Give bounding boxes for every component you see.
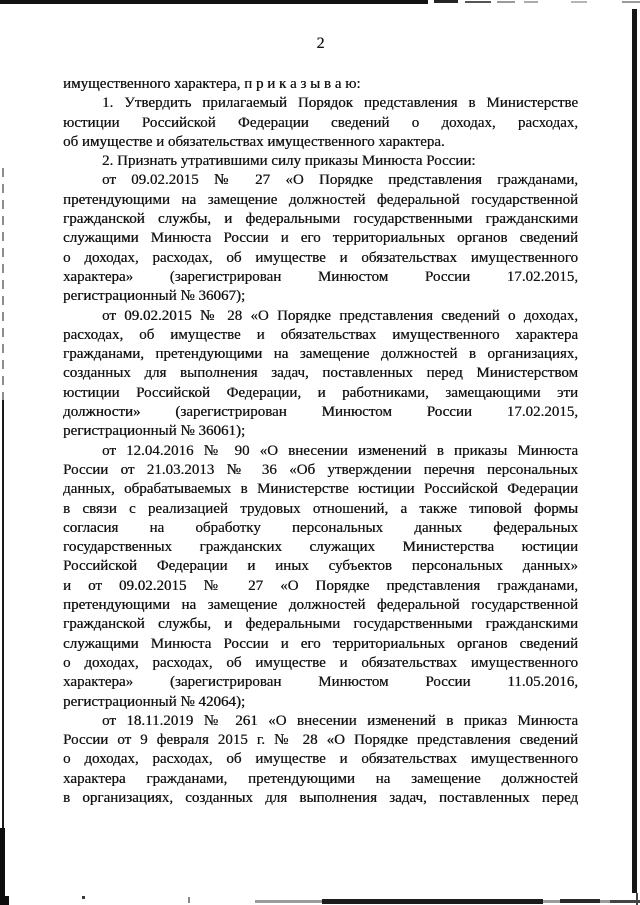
text-line: об имуществе и обязательствах имущественного характера.	[63, 133, 445, 150]
text-line: о доходах, расходах, об имуществе и обязательствах имущественного	[63, 751, 578, 768]
scan-edge-top-dash	[497, 1, 515, 3]
text-line: от 09.02.2015 № 28 «О Порядке представления сведений о доходах,	[102, 307, 578, 324]
paragraph	[63, 75, 578, 94]
text-line: юстиции Российской Федерации, и работниками, замещающими эти	[63, 384, 578, 401]
text-line: созданных для выполнения задач, поставленных перед Министерством	[63, 365, 578, 382]
paragraph	[63, 171, 578, 306]
text-line: служащими Минюста России и его территориальных органов сведений	[63, 230, 578, 247]
text-line: расходах, об имуществе и обязательствах имущественного характера	[63, 326, 578, 343]
text-line: Российской Федерации и иных субъектов персональных данных»	[63, 558, 578, 575]
paragraph	[63, 152, 578, 171]
text-line: характера гражданами, претендующими на замещение должностей	[63, 770, 578, 787]
text-line: служащими Минюста России и его территориальных органов сведений	[63, 635, 578, 652]
scan-edge-top-dash	[622, 1, 640, 3]
text-line: и от 09.02.2015 № 27 «О Порядке представления гражданами,	[63, 577, 578, 594]
document-body	[63, 75, 578, 808]
scan-edge-top	[0, 0, 428, 4]
scan-edge-top-dash	[524, 1, 538, 3]
text-line: государственных гражданских служащих Министерства юстиции	[63, 539, 578, 556]
scan-edge-bottom-left-stub	[0, 896, 9, 905]
scan-edge-top-dash	[571, 1, 587, 3]
scan-edge-left-dashed	[2, 168, 4, 400]
text-line: в организациях, созданных для выполнения задач, поставленных перед	[63, 789, 578, 806]
scan-edge-bottom-dark	[610, 900, 640, 903]
scan-edge-left	[2, 400, 4, 830]
text-line: от 18.11.2019 № 261 «О внесении изменений в приказ Минюста	[102, 712, 578, 729]
scan-edge-right	[632, 9, 637, 893]
scan-edge-top-dash	[434, 0, 458, 3]
scan-edge-top-dash	[465, 1, 491, 3]
scan-speck	[188, 897, 190, 903]
scan-speck	[82, 896, 85, 899]
text-line: в связи с реализацией трудовых отношений, а также типовой формы	[63, 500, 578, 517]
scan-edge-bottom-dark	[560, 899, 600, 903]
text-line: 1. Утвердить прилагаемый Порядок представления в Министерстве	[102, 95, 578, 112]
text-line: России от 21.03.2013 № 36 «Об утверждении перечня персональных	[63, 461, 578, 478]
text-line: от 12.04.2016 № 90 «О внесении изменений в приказы Минюста	[102, 442, 578, 459]
text-line: регистрационный № 36067);	[63, 288, 246, 305]
text-line: претендующими на замещение должностей федеральной государственной	[63, 191, 578, 208]
text-line: регистрационный № 42064);	[63, 693, 246, 710]
scan-edge-right-bottom	[636, 893, 638, 905]
text-line: претендующими на замещение должностей федеральной государственной	[63, 597, 578, 614]
text-line: характера» (зарегистрирован Минюстом России 11.05.2016,	[63, 674, 578, 691]
paragraph	[63, 712, 578, 808]
paragraph	[63, 442, 578, 712]
text-line: должности» (зарегистрирован Минюстом России 17.02.2015,	[63, 404, 578, 421]
text-line: о доходах, расходах, об имуществе и обязательствах имущественного	[63, 249, 578, 266]
text-line: 2. Признать утратившими силу приказы Минюста России:	[102, 153, 476, 170]
paragraph	[63, 94, 578, 152]
paragraph	[63, 307, 578, 442]
text-line: гражданской службы, и федеральными государственными гражданскими	[63, 616, 578, 633]
text-line: имущественного характера, п р и к а з ы в а ю:	[63, 76, 361, 92]
scan-edge-bottom	[255, 900, 640, 903]
text-line: регистрационный № 36061);	[63, 423, 246, 440]
page-number: 2	[316, 35, 325, 52]
text-line: России от 9 февраля 2015 г. № 28 «О Порядке представления сведений	[63, 732, 578, 749]
text-line: от 09.02.2015 № 27 «О Порядке представления гражданами,	[102, 172, 578, 189]
text-line: данных, обрабатываемых в Министерстве юстиции Российской Федерации	[63, 481, 578, 498]
text-line: юстиции Российской Федерации сведений о доходах, расходах,	[63, 114, 578, 131]
scan-edge-bottom-dark	[322, 899, 543, 904]
text-line: о доходах, расходах, об имуществе и обязательствах имущественного	[63, 654, 578, 671]
scan-edge-left-bottom	[0, 828, 5, 905]
text-line: гражданской службы, и федеральными государственными гражданскими	[63, 211, 578, 228]
text-line: согласия на обработку персональных данных федеральных	[63, 519, 578, 536]
text-line: гражданами, претендующими на замещение должностей в организациях,	[63, 346, 578, 363]
text-line: характера» (зарегистрирован Минюстом России 17.02.2015,	[63, 268, 578, 285]
